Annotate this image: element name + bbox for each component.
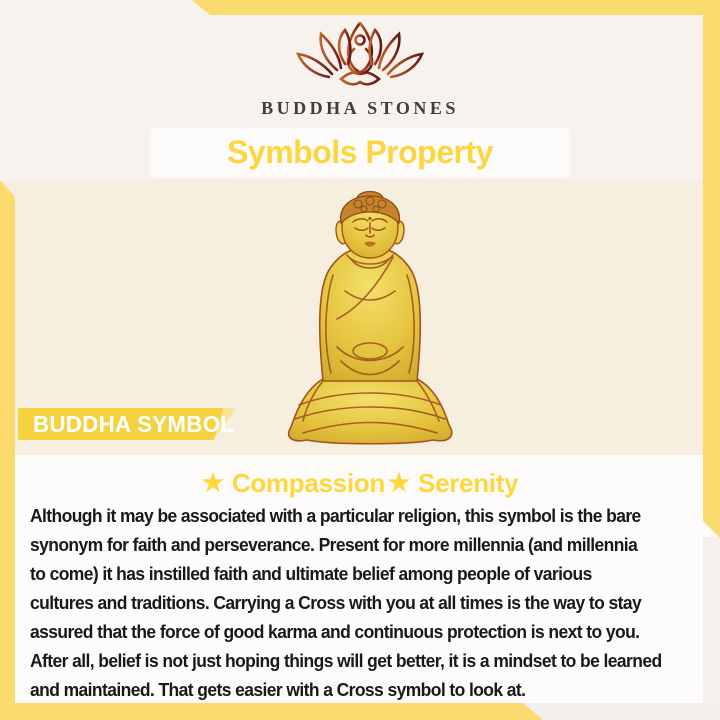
description-line: Although it may be associated with a particular religion, this symbol is the bare xyxy=(30,506,641,526)
buddha-illustration xyxy=(281,191,461,447)
right-edge-strip xyxy=(703,537,720,703)
description-line: and maintained. That gets easier with a Cross symbol to look at. xyxy=(30,680,526,700)
description-line: synonym for faith and perseverance. Present for more millennia (and millennia xyxy=(30,535,638,555)
property-compassion: Compassion xyxy=(231,467,385,498)
title-banner xyxy=(150,128,570,177)
star-icon: ★ xyxy=(387,469,411,497)
page-title: Symbols Property xyxy=(227,134,493,170)
description-line: After all, belief is not just hoping things will get better, it is a mindset to be learned xyxy=(30,651,662,671)
properties-heading xyxy=(0,466,720,500)
description-line: cultures and traditions. Carrying a Cross with you at all times is the way to stay xyxy=(30,593,642,613)
description-line: to come) it has instilled faith and ultimate belief among people of various xyxy=(30,564,592,584)
lotus-logo-icon xyxy=(296,22,424,94)
ribbon-label: BUDDHA SYMBOL xyxy=(33,411,235,437)
star-icon: ★ xyxy=(201,469,224,497)
description-line: assured that the force of good karma and continuous protection is next to you. xyxy=(30,622,640,642)
symbol-description xyxy=(30,502,680,705)
brand-logo-block xyxy=(0,22,720,119)
brand-name: BUDDHA STONES xyxy=(261,98,459,118)
property-serenity: Serenity xyxy=(418,467,519,498)
bottom-edge-strip xyxy=(0,703,720,720)
